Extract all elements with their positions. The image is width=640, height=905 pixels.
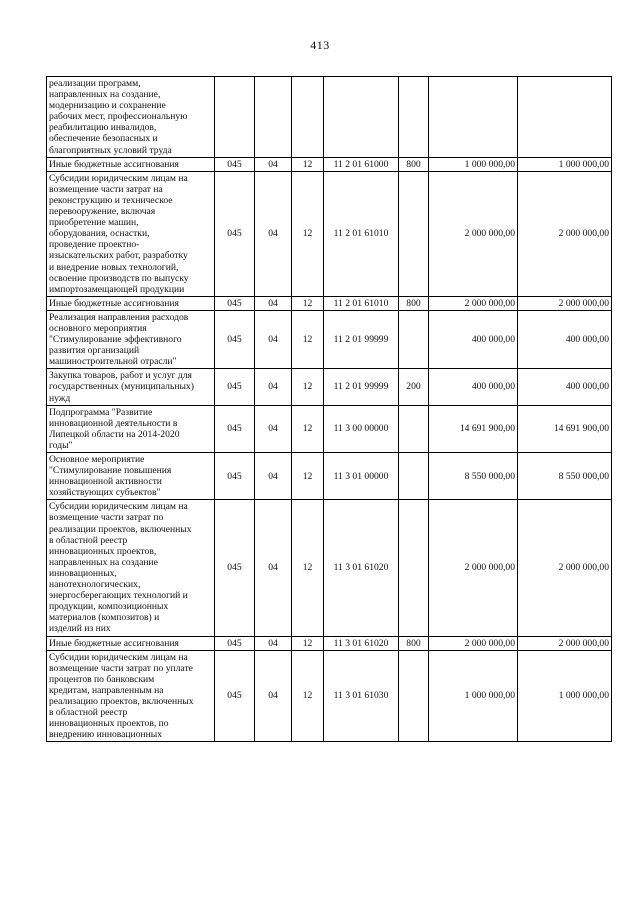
cell-section: 04 (255, 636, 292, 650)
cell-amount-plan: 2 000 000,00 (429, 500, 518, 636)
cell-subsection: 12 (292, 405, 324, 452)
cell-subsection: 12 (292, 453, 324, 500)
cell-name: Субсидии юридическим лицам на возмещение части затрат по реализации проектов, включенных в областной реестр инновационных проектов, направленных на создание инновационных, нанотехнологических, энергосберегающих технологий и продукции, композиционных материалов (композитов) и изделий из них (47, 500, 215, 636)
cell-name: Субсидии юридическим лицам на возмещение части затрат на реконструкцию и техническое перевооружение, включая приобретение машин, оборудования, оснастки, проведение проектно- изыскательских работ, разработку и внедрение новых технологий, освоение производств по выпуску импортозамещающей продукции (47, 171, 215, 296)
cell-amount-total: 2 000 000,00 (518, 171, 612, 296)
page-number: 413 (310, 38, 330, 52)
cell-section: 04 (255, 500, 292, 636)
cell-amount-total: 400 000,00 (518, 369, 612, 405)
cell-target-article: 11 2 01 61000 (324, 157, 399, 171)
cell-amount-plan: 400 000,00 (429, 369, 518, 405)
cell-admin-code: 045 (215, 157, 255, 171)
table-row (47, 650, 612, 742)
cell-section: 04 (255, 369, 292, 405)
cell-amount-plan: 400 000,00 (429, 310, 518, 368)
cell-admin-code: 045 (215, 453, 255, 500)
table-row (47, 500, 612, 636)
cell-expense-type (399, 453, 429, 500)
cell-amount-total (518, 77, 612, 158)
cell-target-article: 11 2 01 99999 (324, 369, 399, 405)
table-row (47, 405, 612, 452)
table-row (47, 453, 612, 500)
cell-section: 04 (255, 296, 292, 310)
cell-expense-type (399, 77, 429, 158)
cell-name: Иные бюджетные ассигнования (47, 296, 215, 310)
cell-section: 04 (255, 157, 292, 171)
cell-expense-type: 800 (399, 296, 429, 310)
cell-amount-total: 1 000 000,00 (518, 157, 612, 171)
cell-amount-plan: 2 000 000,00 (429, 636, 518, 650)
cell-admin-code: 045 (215, 636, 255, 650)
cell-target-article: 11 3 01 61020 (324, 500, 399, 636)
cell-target-article: 11 2 01 61010 (324, 171, 399, 296)
table-row (47, 369, 612, 405)
cell-section: 04 (255, 405, 292, 452)
cell-amount-total: 2 000 000,00 (518, 296, 612, 310)
cell-name: Субсидии юридическим лицам на возмещение части затрат по уплате процентов по банковским кредитам, направленным на реализацию проектов, включенных в областной реестр инновационных проектов, по внедрению инновационных (47, 650, 215, 742)
cell-name: Подпрограмма "Развитие инновационной деятельности в Липецкой области на 2014-2020 годы" (47, 405, 215, 452)
table-row (47, 636, 612, 650)
cell-admin-code: 045 (215, 650, 255, 742)
table-row (47, 171, 612, 296)
cell-amount-total: 14 691 900,00 (518, 405, 612, 452)
cell-section (255, 77, 292, 158)
cell-amount-plan: 1 000 000,00 (429, 157, 518, 171)
cell-subsection: 12 (292, 369, 324, 405)
cell-expense-type (399, 171, 429, 296)
cell-amount-plan: 1 000 000,00 (429, 650, 518, 742)
cell-amount-plan (429, 77, 518, 158)
cell-amount-plan: 2 000 000,00 (429, 296, 518, 310)
cell-admin-code: 045 (215, 310, 255, 368)
cell-admin-code: 045 (215, 405, 255, 452)
table-row (47, 296, 612, 310)
cell-subsection: 12 (292, 650, 324, 742)
cell-name: реализации программ, направленных на создание, модернизацию и сохранение рабочих мест, профессиональную реабилитацию инвалидов, обеспечение безопасных и благоприятных условий труда (47, 77, 215, 158)
cell-target-article: 11 2 01 99999 (324, 310, 399, 368)
cell-subsection: 12 (292, 500, 324, 636)
table-body (47, 77, 612, 742)
budget-table (46, 76, 612, 742)
cell-admin-code (215, 77, 255, 158)
cell-admin-code: 045 (215, 171, 255, 296)
cell-subsection: 12 (292, 310, 324, 368)
cell-amount-total: 1 000 000,00 (518, 650, 612, 742)
cell-expense-type (399, 310, 429, 368)
cell-name: Реализация направления расходов основного мероприятия "Стимулирование эффективного развития организаций машиностроительной отрасли" (47, 310, 215, 368)
cell-name: Иные бюджетные ассигнования (47, 157, 215, 171)
cell-subsection: 12 (292, 296, 324, 310)
table-row (47, 77, 612, 158)
cell-expense-type (399, 405, 429, 452)
cell-target-article: 11 3 01 00000 (324, 453, 399, 500)
cell-subsection: 12 (292, 636, 324, 650)
cell-section: 04 (255, 453, 292, 500)
table-row (47, 310, 612, 368)
cell-name: Основное мероприятие "Стимулирование повышения инновационной активности хозяйствующих субъектов" (47, 453, 215, 500)
cell-section: 04 (255, 650, 292, 742)
cell-admin-code: 045 (215, 369, 255, 405)
cell-expense-type: 800 (399, 157, 429, 171)
cell-name: Иные бюджетные ассигнования (47, 636, 215, 650)
cell-subsection: 12 (292, 171, 324, 296)
cell-name: Закупка товаров, работ и услуг для государственных (муниципальных) нужд (47, 369, 215, 405)
cell-target-article: 11 3 00 00000 (324, 405, 399, 452)
cell-admin-code: 045 (215, 296, 255, 310)
cell-expense-type: 200 (399, 369, 429, 405)
cell-expense-type: 800 (399, 636, 429, 650)
cell-target-article: 11 3 01 61030 (324, 650, 399, 742)
cell-amount-plan: 2 000 000,00 (429, 171, 518, 296)
cell-target-article: 11 3 01 61020 (324, 636, 399, 650)
cell-section: 04 (255, 310, 292, 368)
cell-target-article (324, 77, 399, 158)
cell-section: 04 (255, 171, 292, 296)
cell-amount-total: 2 000 000,00 (518, 636, 612, 650)
cell-amount-plan: 8 550 000,00 (429, 453, 518, 500)
cell-subsection (292, 77, 324, 158)
cell-admin-code: 045 (215, 500, 255, 636)
cell-amount-total: 8 550 000,00 (518, 453, 612, 500)
cell-amount-total: 2 000 000,00 (518, 500, 612, 636)
cell-amount-total: 400 000,00 (518, 310, 612, 368)
cell-amount-plan: 14 691 900,00 (429, 405, 518, 452)
cell-subsection: 12 (292, 157, 324, 171)
cell-expense-type (399, 650, 429, 742)
cell-target-article: 11 2 01 61010 (324, 296, 399, 310)
cell-expense-type (399, 500, 429, 636)
table-row (47, 157, 612, 171)
